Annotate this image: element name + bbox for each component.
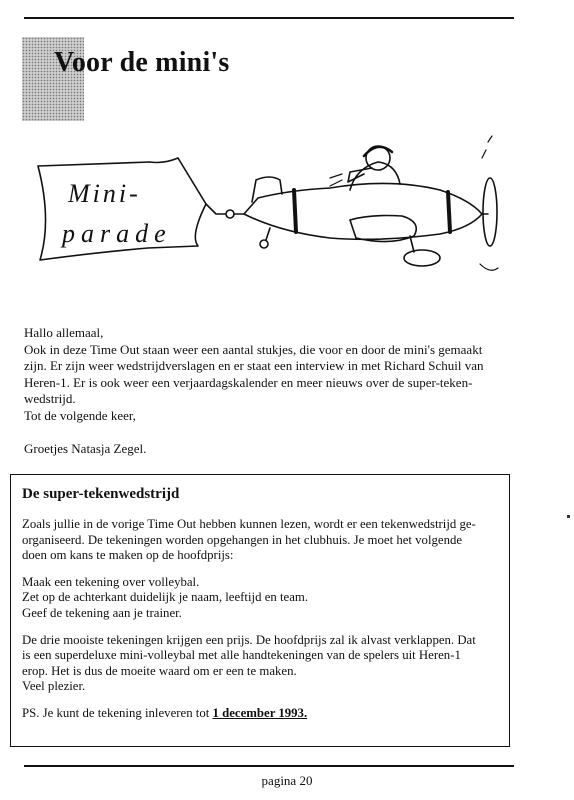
contest-prize-paragraph — [22, 633, 499, 695]
intro-line: Heren-1. Er is ook weer een verjaardagskalender en meer nieuws over de super-teken- — [24, 374, 473, 390]
contest-intro-paragraph — [22, 517, 499, 564]
contest-box — [10, 474, 510, 747]
contest-heading: De super-tekenwedstrijd — [22, 486, 180, 502]
paragraph-line: doen om kans te maken op de hoofdprijs: — [22, 548, 234, 563]
ps-text: PS. Je kunt de tekening inleveren tot — [22, 705, 213, 720]
page-title: Voor de mini's — [54, 47, 230, 78]
intro-greeting: Hallo allemaal, — [24, 325, 104, 340]
step-item: Geef de tekening aan je trainer. — [22, 605, 182, 620]
paragraph-line: is een superdeluxe mini-volleybal met alle handtekeningen van de spelers uit Heren-1 — [22, 648, 461, 663]
contest-steps — [22, 575, 499, 622]
intro-line: zijn. Er zijn weer wedstrijdverslagen en er staat een interview in met Richard Schuil van — [24, 358, 484, 373]
intro-line: Ook in deze Time Out staan weer een aantal stukjes, die voor en door de mini's gemaakt — [24, 341, 483, 357]
paragraph-line: De drie mooiste tekeningen krijgen een prijs. De hoofdprijs zal ik alvast verklappen. Dat — [22, 632, 476, 647]
banner-text-line1: Mini- — [68, 179, 141, 208]
page-number: pagina 20 — [261, 773, 313, 788]
intro-letter — [24, 325, 514, 457]
top-rule — [24, 17, 514, 19]
deadline-date: 1 december 1993. — [212, 705, 308, 720]
airplane-banner-illustration — [30, 128, 510, 298]
intro-line: wedstrijd. — [24, 391, 76, 406]
tow-rope — [206, 204, 226, 214]
intro-line: Tot de volgende keer, — [24, 407, 136, 423]
step-item: Maak een tekening over volleybal. — [22, 574, 200, 589]
scan-speck — [567, 515, 570, 518]
banner-text-line2: parade — [62, 219, 172, 248]
propeller — [483, 178, 497, 246]
contest-ps — [22, 706, 499, 722]
bottom-rule — [24, 765, 514, 767]
paragraph-line: Zoals jullie in de vorige Time Out hebben kunnen lezen, wordt er een tekenwedstrijd ge- — [22, 517, 476, 531]
airplane-drawing-icon — [30, 128, 510, 298]
tail-fin — [252, 177, 282, 202]
intro-signoff: Groetjes Natasja Zegel. — [24, 440, 147, 456]
step-item: Zet op de achterkant duidelijk je naam, leeftijd en team. — [22, 590, 309, 605]
cockpit — [350, 162, 400, 190]
paragraph-line: Veel plezier. — [22, 679, 86, 694]
paragraph-line: erop. Het is dus de moeite waard om er een te maken. — [22, 663, 297, 678]
intro-spacer — [24, 424, 514, 441]
paragraph-line: organiseerd. De tekeningen worden opgehangen in het clubhuis. Je moet het volgende — [22, 532, 463, 547]
